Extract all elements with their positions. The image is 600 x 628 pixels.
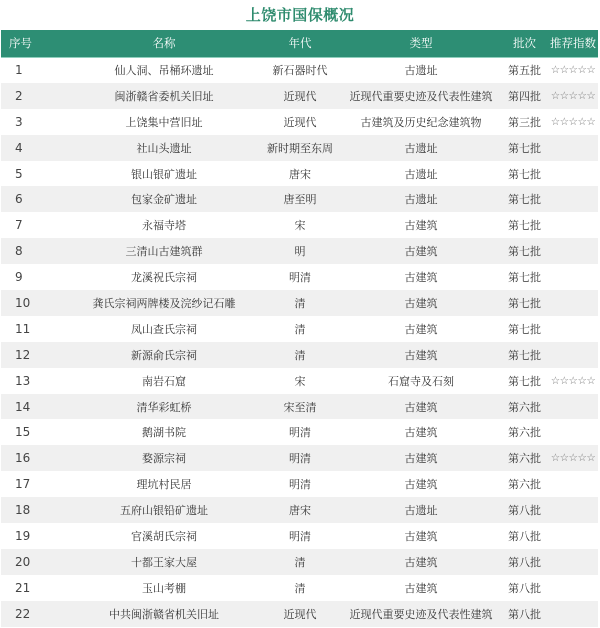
table-body [1, 57, 598, 627]
site-era: 近现代 [283, 115, 317, 129]
table-row [1, 394, 598, 420]
site-type: 近现代重要史迹及代表性建筑 [349, 607, 493, 621]
site-type: 古建筑 [404, 452, 438, 466]
site-batch: 第八批 [508, 504, 541, 518]
site-era: 宋至清 [283, 400, 317, 414]
rating-stars-icon [548, 419, 598, 445]
site-batch: 第八批 [508, 607, 541, 621]
site-name: 龚氏宗祠两牌楼及浣纱记石雕 [92, 296, 236, 310]
site-name: 南岩石窟 [142, 374, 186, 388]
row-no: 17 [15, 477, 31, 492]
site-batch: 第六批 [508, 452, 541, 466]
site-type: 古建筑 [404, 348, 438, 362]
row-no: 20 [15, 554, 31, 569]
table-row [1, 186, 598, 212]
rating-stars-icon: ☆☆☆☆☆ [550, 452, 596, 465]
row-no: 9 [15, 270, 23, 285]
site-batch: 第八批 [508, 555, 541, 569]
site-era: 唐宋 [289, 504, 311, 518]
rating-stars-icon [548, 549, 598, 575]
site-name: 婺源宗祠 [142, 452, 186, 466]
site-name: 中共闽浙赣省机关旧址 [109, 607, 219, 621]
site-era: 新时期至东周 [267, 141, 333, 155]
site-batch: 第七批 [508, 193, 541, 207]
site-batch: 第六批 [508, 478, 541, 492]
header-name: 名称 [69, 30, 259, 57]
table-row [1, 471, 598, 497]
page-title: 上饶市国保概况 [245, 6, 355, 24]
site-type: 古建筑 [404, 245, 438, 259]
site-name: 鹅湖书院 [142, 426, 186, 440]
site-batch: 第六批 [508, 426, 541, 440]
header-rating: 推荐指数 [548, 30, 598, 57]
table-row [1, 109, 598, 135]
site-name: 银山银矿遗址 [131, 167, 197, 181]
site-type: 古建筑 [404, 581, 438, 595]
rating-stars-icon: ☆☆☆☆☆ [550, 115, 596, 128]
site-batch: 第三批 [508, 115, 541, 129]
site-type: 古建筑 [404, 555, 438, 569]
rating-stars-icon [548, 212, 598, 238]
row-no: 22 [15, 606, 31, 621]
site-batch: 第七批 [508, 348, 541, 362]
site-era: 明清 [289, 478, 311, 492]
site-era: 清 [294, 555, 306, 569]
site-name: 官溪胡氏宗祠 [131, 529, 197, 543]
heritage-sites-table [1, 30, 598, 627]
table-row [1, 83, 598, 109]
header-era: 年代 [259, 30, 341, 57]
header-no: 序号 [1, 30, 69, 57]
site-type: 近现代重要史迹及代表性建筑 [349, 89, 493, 103]
row-no: 1 [15, 63, 23, 78]
site-name: 永福寺塔 [142, 219, 186, 233]
site-era: 近现代 [283, 89, 317, 103]
table-row [1, 368, 598, 394]
site-batch: 第七批 [508, 271, 541, 285]
site-name: 龙溪祝氏宗祠 [131, 271, 197, 285]
site-type: 古建筑 [404, 271, 438, 285]
site-batch: 第八批 [508, 529, 541, 543]
site-era: 清 [294, 322, 306, 336]
site-era: 宋 [294, 219, 306, 233]
table-row [1, 290, 598, 316]
table-row [1, 445, 598, 471]
site-name: 十都王家大屋 [131, 555, 197, 569]
site-type: 古遗址 [404, 64, 438, 78]
site-name: 包家金矿遗址 [131, 193, 197, 207]
row-no: 14 [15, 399, 31, 414]
site-batch: 第七批 [508, 141, 541, 155]
rating-stars-icon [548, 575, 598, 601]
header-batch: 批次 [501, 30, 548, 57]
site-era: 明清 [289, 426, 311, 440]
site-type: 古遗址 [404, 504, 438, 518]
site-name: 五府山银铅矿遗址 [120, 504, 208, 518]
site-type: 古建筑 [404, 426, 438, 440]
table-row [1, 161, 598, 187]
rating-stars-icon: ☆☆☆☆☆ [550, 64, 596, 77]
rating-stars-icon [548, 264, 598, 290]
site-name: 新源俞氏宗祠 [131, 348, 197, 362]
site-batch: 第七批 [508, 322, 541, 336]
site-type: 古遗址 [404, 141, 438, 155]
site-batch: 第八批 [508, 581, 541, 595]
site-era: 明清 [289, 529, 311, 543]
rating-stars-icon [548, 161, 598, 187]
row-no: 4 [15, 140, 23, 155]
site-type: 古建筑 [404, 478, 438, 492]
row-no: 7 [15, 218, 23, 233]
table-row [1, 212, 598, 238]
header-type: 类型 [341, 30, 501, 57]
row-no: 16 [15, 451, 31, 466]
rating-stars-icon [548, 186, 598, 212]
site-era: 近现代 [283, 607, 317, 621]
row-no: 15 [15, 425, 31, 440]
site-era: 明清 [289, 452, 311, 466]
row-no: 8 [15, 244, 23, 259]
site-era: 宋 [294, 374, 306, 388]
table-header-row [1, 30, 598, 57]
site-type: 古建筑 [404, 322, 438, 336]
table-row [1, 57, 598, 83]
site-era: 清 [294, 581, 306, 595]
table-row [1, 238, 598, 264]
site-name: 清华彩虹桥 [136, 400, 192, 414]
site-era: 清 [294, 296, 306, 310]
row-no: 12 [15, 347, 31, 362]
rating-stars-icon [548, 238, 598, 264]
site-type: 古遗址 [404, 167, 438, 181]
row-no: 3 [15, 114, 23, 129]
site-name: 理坑村民居 [136, 478, 192, 492]
site-era: 唐至明 [283, 193, 317, 207]
site-type: 古建筑 [404, 529, 438, 543]
site-era: 清 [294, 348, 306, 362]
rating-stars-icon [548, 316, 598, 342]
table-row [1, 419, 598, 445]
rating-stars-icon [548, 497, 598, 523]
rating-stars-icon: ☆☆☆☆☆ [550, 374, 596, 387]
rating-stars-icon [548, 523, 598, 549]
site-batch: 第七批 [508, 219, 541, 233]
row-no: 11 [15, 321, 31, 336]
site-era: 唐宋 [289, 167, 311, 181]
row-no: 13 [15, 373, 31, 388]
table-row [1, 264, 598, 290]
site-era: 明 [294, 245, 306, 259]
rating-stars-icon [548, 135, 598, 161]
site-batch: 第四批 [508, 89, 541, 103]
rating-stars-icon [548, 394, 598, 420]
table-row [1, 549, 598, 575]
table-row [1, 135, 598, 161]
site-batch: 第六批 [508, 400, 541, 414]
site-name: 闽浙赣省委机关旧址 [114, 89, 214, 103]
rating-stars-icon: ☆☆☆☆☆ [550, 89, 596, 102]
site-type: 古建筑及历史纪念建筑物 [360, 115, 482, 129]
site-type: 古建筑 [404, 219, 438, 233]
site-name: 玉山考棚 [142, 581, 186, 595]
table-row [1, 575, 598, 601]
site-name: 上饶集中营旧址 [125, 115, 203, 129]
site-name: 社山头遗址 [136, 141, 192, 155]
site-type: 古建筑 [404, 296, 438, 310]
site-batch: 第七批 [508, 374, 541, 388]
rating-stars-icon [548, 342, 598, 368]
row-no: 2 [15, 88, 23, 103]
rating-stars-icon [548, 471, 598, 497]
row-no: 6 [15, 192, 23, 207]
site-name: 凤山查氏宗祠 [131, 322, 197, 336]
site-name: 三清山古建筑群 [125, 245, 203, 259]
rating-stars-icon [548, 290, 598, 316]
site-batch: 第七批 [508, 167, 541, 181]
site-era: 明清 [289, 271, 311, 285]
row-no: 10 [15, 295, 31, 310]
table-row [1, 523, 598, 549]
row-no: 18 [15, 503, 31, 518]
site-batch: 第七批 [508, 296, 541, 310]
rating-stars-icon [548, 601, 598, 627]
table-row [1, 601, 598, 627]
table-row [1, 497, 598, 523]
site-name: 仙人洞、吊桶环遗址 [114, 64, 214, 78]
site-type: 古建筑 [404, 400, 438, 414]
site-batch: 第七批 [508, 245, 541, 259]
row-no: 19 [15, 528, 31, 543]
table-row [1, 316, 598, 342]
row-no: 5 [15, 166, 23, 181]
site-batch: 第五批 [508, 64, 541, 78]
site-type: 石窟寺及石刻 [388, 374, 454, 388]
table-row [1, 342, 598, 368]
row-no: 21 [15, 580, 31, 595]
site-type: 古遗址 [404, 193, 438, 207]
site-era: 新石器时代 [272, 64, 328, 78]
